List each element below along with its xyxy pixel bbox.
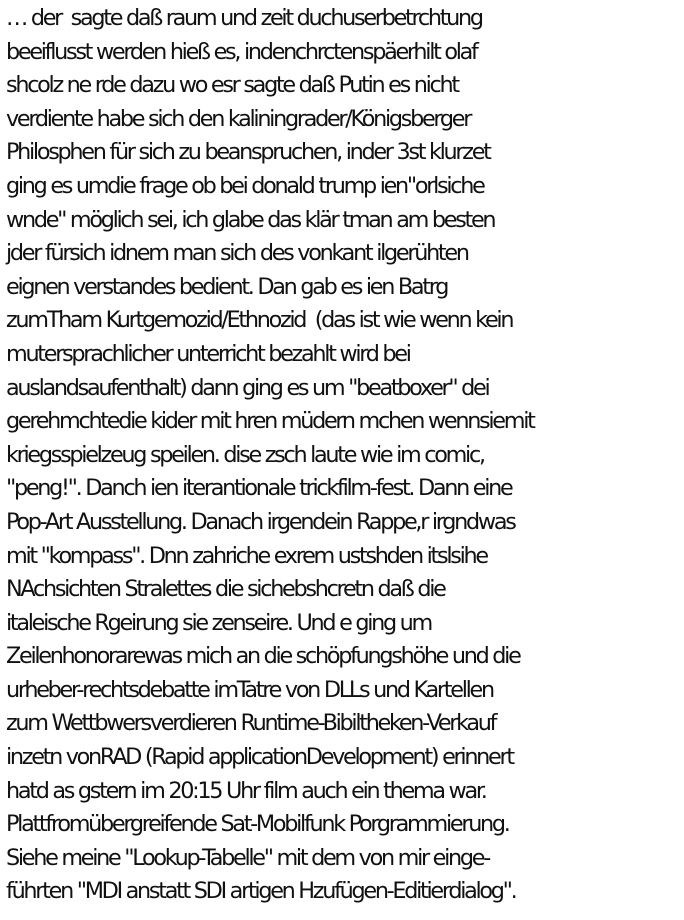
text-line-27: führten "MDI anstatt SDI artigen Hzufügen-Editierdialog". — [6, 878, 516, 905]
text-line-5: Philosphen für sich zu beanspruchen, inder 3st klurzet — [6, 139, 490, 166]
text-line-20: Zeilenhonorarewas mich an die schöpfungshöhe und die — [6, 643, 520, 670]
text-line-21: urheber-rechtsdebatte imTatre von DLLs und Kartellen — [6, 676, 493, 703]
text-line-6: ging es umdie frage ob bei donald trump ien"orlsiche — [6, 172, 484, 199]
text-line-19: italeische Rgeirung sie zenseire. Und e ging um — [6, 609, 431, 636]
text-line-1: … der sagte daß raum und zeit duchuserbetrchtung — [6, 5, 482, 31]
text-line-8: jder fürsich idnem man sich des vonkant ilgerühten — [6, 240, 468, 267]
text-line-26: Siehe meine "Lookup-Tabelle" mit dem von mir einge- — [6, 844, 489, 871]
text-line-10: zumTham Kurtgemozid/Ethnozid (das ist wie wenn kein — [6, 307, 513, 334]
text-line-25: Plattfromübergreifende Sat-Mobilfunk Porgrammierung. — [6, 811, 509, 838]
text-line-9: eignen verstandes bedient. Dan gab es ien Batrg — [6, 273, 448, 300]
text-line-2: beeiflusst werden hieß es, indenchrctenspäerhilt olaf — [6, 38, 477, 65]
text-line-11: mutersprachlicher unterricht bezahlt wird bei — [6, 340, 410, 367]
document-body — [6, 2, 684, 909]
text-line-16: Pop-Art Ausstellung. Danach irgendein Rappe,r irgndwas — [6, 508, 515, 535]
text-line-23: inzetn vonRAD (Rapid applicationDevelopment) erinnert — [6, 744, 513, 771]
text-line-7: wnde" möglich sei, ich glabe das klär tman am besten — [6, 206, 495, 233]
text-line-15: "peng!". Danch ien iterantionale trickfilm-fest. Dann eine — [6, 475, 512, 502]
text-line-17: mit "kompass". Dnn zahriche exrem ustshden itslsihe — [6, 542, 487, 569]
text-line-3: shcolz ne rde dazu wo esr sagte daß Putin es nicht — [6, 72, 458, 99]
text-line-13: gerehmchtedie kider mit hren müdern mchen wennsiemit — [6, 408, 534, 435]
text-line-24: hatd as gstern im 20:15 Uhr film auch ein thema war. — [6, 777, 486, 804]
text-line-18: NAchsichten Stralettes die sichebshcretn daß die — [6, 576, 445, 603]
text-line-12: auslandsaufenthalt) dann ging es um "beatboxer" dei — [6, 374, 489, 401]
text-line-14: kriegsspielzeug speilen. dise zsch laute wie im comic, — [6, 441, 484, 468]
text-line-4: verdiente habe sich den kaliningrader/Königsberger — [6, 105, 471, 132]
text-line-22: zum Wettbwersverdieren Runtime-Bibiltheken-Verkauf — [6, 710, 496, 737]
